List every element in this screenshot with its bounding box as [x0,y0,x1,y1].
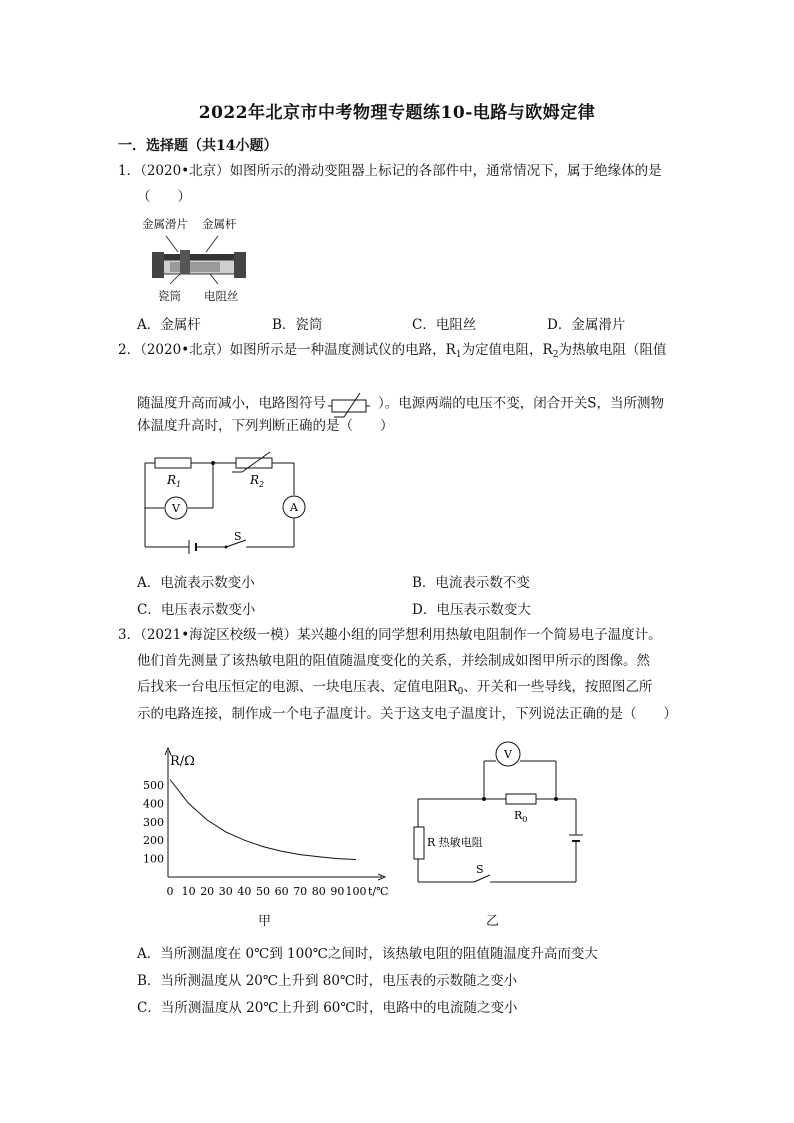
switch-s [474,875,490,882]
y-tick-label: 300 [143,815,164,829]
q1-option-c[interactable]: C．电阻丝 [412,317,477,333]
q1-option-b[interactable]: B．瓷筒 [272,317,323,333]
section-heading: 一．选择题（共14小题） [118,138,278,154]
q3-line-2: 他们首先测量了该热敏电阻的阻值随温度变化的关系，并绘制成如图甲所示的图像。然 [137,653,650,669]
resistor-r1 [155,458,191,468]
y-tick-label: 500 [143,779,164,792]
svg-text:V: V [172,502,180,515]
y-tick-label: 100 [143,852,164,866]
q2-option-b[interactable]: B．电流表示数不变 [412,575,530,591]
x-axis-label: t/℃ [368,885,389,898]
q3-line-1: 3．（2021•海淀区校级一模）某兴趣小组的同学想利用热敏电阻制作一个简易电子温度计。 [118,627,662,643]
q3-line-4: 示的电路连接，制作成一个电子温度计。关于这支电子温度计，下列说法正确的是（ ） [137,706,677,722]
svg-text:S: S [234,530,242,543]
y-tick-label: 200 [143,834,164,848]
q2-option-d[interactable]: D．电压表示数变大 [412,602,531,618]
x-tick-label: 60 [274,885,289,898]
svg-text:V: V [504,748,512,761]
svg-text:R0: $R_0$ [514,809,528,824]
x-tick-label: 100 [345,885,367,898]
x-tick-label: 70 [293,885,308,898]
svg-text:R1: $R_1$ [167,473,182,489]
thermistor-symbol-icon [328,389,376,419]
x-tick-label: 40 [237,885,252,898]
label-porcelain-tube: 瓷筒 [158,289,181,303]
thermistor-resistance-chart [130,745,400,905]
q1-stem: 1．（2020•北京）如图所示的滑动变阻器上标记的各部件中，通常情况下，属于绝缘体的是 [118,163,662,179]
label-resistance-wire: 电阻丝 [204,289,239,303]
y-axis-label: R/Ω [170,754,195,769]
q2-line-1: 2．（2020•北京）如图所示是一种温度测试仪的电路，$R_1$为定值电阻，$R_2$为热敏电阻（阻值 [118,342,667,360]
x-tick-label: 0 [166,885,174,898]
x-tick-label: 80 [311,885,326,898]
svg-text:A: A [290,501,298,514]
q1-rheostat-figure [140,216,280,306]
q3-circuit-diagram [410,735,600,895]
q1-option-d[interactable]: D．金属滑片 [547,317,626,333]
figure-a-caption: 甲 [258,914,272,929]
svg-text:S: S [476,863,484,876]
page-title: 2022年北京市中考物理专题练10-电路与欧姆定律 [198,103,596,123]
svg-text:R2: $R_2$ [250,473,265,489]
q1-blank: （ ） [137,189,191,205]
x-tick-label: 10 [181,885,196,898]
figure-b-caption: 乙 [486,914,500,929]
q3-option-b[interactable]: B．当所测温度从 20℃上升到 80℃时，电压表的示数随之变小 [137,973,518,989]
q2-line-3: 体温度升高时，下列判断正确的是（ ） [137,418,394,434]
thermistor-r [414,827,424,859]
q3-line-3: 后找来一台电压恒定的电源、一块电压表、定值电阻$R_0$、开关和一些导线，按照图乙所 [137,679,653,697]
x-tick-label: 50 [256,885,270,898]
q2-circuit-diagram [130,448,310,558]
y-tick-label: 400 [143,797,164,811]
x-tick-label: 90 [330,885,345,898]
q2-option-c[interactable]: C．电压表示数变小 [137,602,256,618]
svg-text:R 热敏电阻: R 热敏电阻 [427,836,483,849]
resistor-r0 [506,794,536,804]
q2-option-a[interactable]: A．电流表示数变小 [137,575,255,591]
q3-option-a[interactable]: A．当所测温度在 0℃到 100℃之间时，该热敏电阻的阻值随温度升高而变大 [137,946,598,962]
rheostat-photo [140,230,260,286]
label-metal-slider: 金属滑片 [142,217,188,231]
q2-line-2: 随温度升高而减小，电路图符号 ）。电源两端的电压不变，闭合开关S，当所测物 [137,389,664,419]
resistance-curve [170,780,356,860]
q3-option-c[interactable]: C．当所测温度从 20℃上升到 60℃时，电路中的电流随之变小 [137,1000,518,1016]
q1-option-a[interactable]: A．金属杆 [137,317,201,333]
x-tick-label: 20 [200,885,215,898]
label-metal-rod: 金属杆 [202,217,237,231]
x-tick-label: 30 [218,885,233,898]
